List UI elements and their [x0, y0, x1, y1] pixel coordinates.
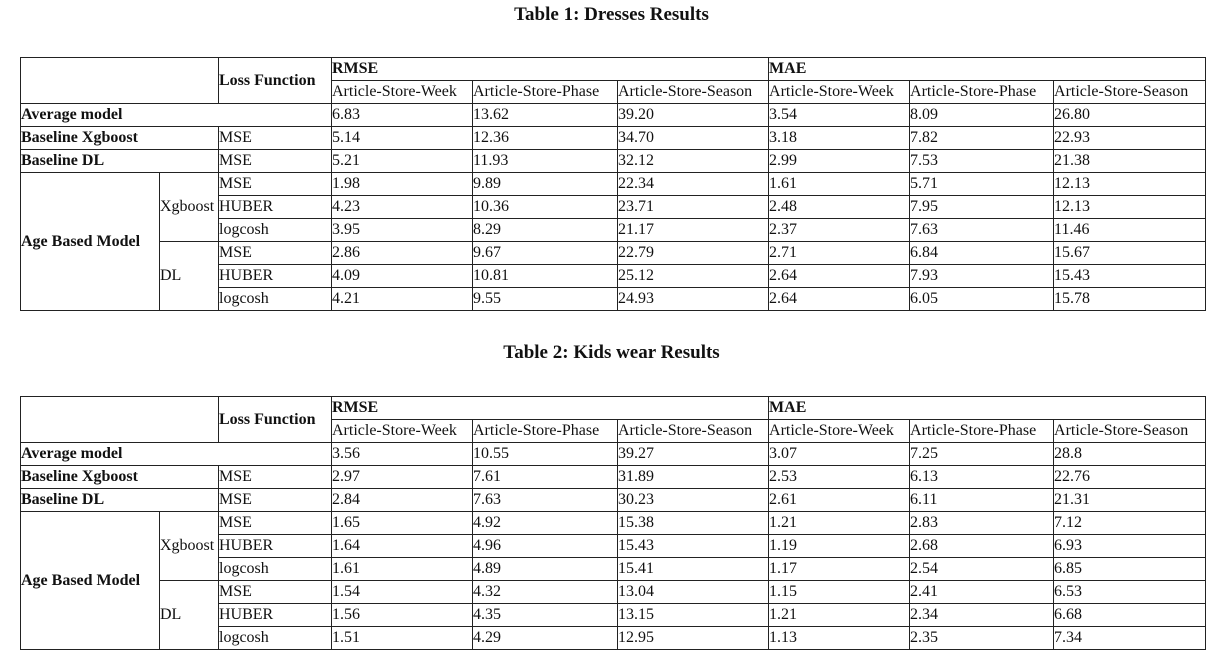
cell: 6.11	[910, 489, 1054, 512]
loss-cell: HUBER	[219, 535, 332, 558]
cell: 2.84	[332, 489, 473, 512]
cell: 1.56	[332, 604, 473, 627]
cell: 4.89	[473, 558, 618, 581]
cell: 11.46	[1054, 219, 1206, 242]
cell: 1.65	[332, 512, 473, 535]
row-label: Baseline DL	[21, 489, 219, 512]
table-row	[21, 127, 1206, 150]
loss-cell: MSE	[219, 489, 332, 512]
loss-cell: HUBER	[219, 196, 332, 219]
loss-cell: logcosh	[219, 627, 332, 650]
cell: 13.15	[618, 604, 769, 627]
column-header: Article-Store-Week	[332, 420, 473, 443]
xgboost-label: Xgboost	[160, 512, 219, 581]
cell: 5.21	[332, 150, 473, 173]
age-based-model-label: Age Based Model	[21, 173, 160, 311]
cell: 7.61	[473, 466, 618, 489]
cell: 8.09	[910, 104, 1054, 127]
cell: 1.61	[769, 173, 910, 196]
cell: 2.68	[910, 535, 1054, 558]
table-row	[21, 104, 1206, 127]
cell: 2.34	[910, 604, 1054, 627]
loss-cell: MSE	[219, 150, 332, 173]
cell: 21.17	[618, 219, 769, 242]
table-row	[21, 173, 1206, 196]
loss-cell: MSE	[219, 242, 332, 265]
cell: 8.29	[473, 219, 618, 242]
column-header: Article-Store-Season	[618, 420, 769, 443]
cell: 2.64	[769, 265, 910, 288]
cell: 22.93	[1054, 127, 1206, 150]
rmse-header: RMSE	[332, 58, 769, 81]
row-label: Average model	[21, 443, 332, 466]
cell: 7.63	[473, 489, 618, 512]
cell: 4.09	[332, 265, 473, 288]
cell: 4.21	[332, 288, 473, 311]
cell: 34.70	[618, 127, 769, 150]
loss-function-header: Loss Function	[219, 397, 332, 443]
cell: 2.53	[769, 466, 910, 489]
cell: 2.83	[910, 512, 1054, 535]
column-header: Article-Store-Phase	[473, 420, 618, 443]
cell: 2.37	[769, 219, 910, 242]
cell: 5.14	[332, 127, 473, 150]
cell: 2.41	[910, 581, 1054, 604]
table-row	[21, 242, 1206, 265]
column-header: Article-Store-Phase	[910, 420, 1054, 443]
cell: 7.82	[910, 127, 1054, 150]
cell: 1.13	[769, 627, 910, 650]
cell: 13.62	[473, 104, 618, 127]
cell: 25.12	[618, 265, 769, 288]
cell: 6.85	[1054, 558, 1206, 581]
cell: 15.43	[618, 535, 769, 558]
column-header: Article-Store-Phase	[910, 81, 1054, 104]
cell: 22.79	[618, 242, 769, 265]
rmse-header: RMSE	[332, 397, 769, 420]
cell: 3.54	[769, 104, 910, 127]
cell: 2.35	[910, 627, 1054, 650]
loss-cell: MSE	[219, 466, 332, 489]
cell: 4.23	[332, 196, 473, 219]
cell: 23.71	[618, 196, 769, 219]
header-blank-cell	[21, 397, 219, 443]
cell: 1.19	[769, 535, 910, 558]
loss-cell: MSE	[219, 581, 332, 604]
cell: 21.38	[1054, 150, 1206, 173]
dl-label: DL	[160, 581, 219, 650]
row-label: Average model	[21, 104, 332, 127]
table-row	[21, 489, 1206, 512]
cell: 7.53	[910, 150, 1054, 173]
loss-cell: logcosh	[219, 558, 332, 581]
cell: 6.84	[910, 242, 1054, 265]
cell: 9.55	[473, 288, 618, 311]
cell: 4.35	[473, 604, 618, 627]
cell: 7.25	[910, 443, 1054, 466]
cell: 4.96	[473, 535, 618, 558]
cell: 15.38	[618, 512, 769, 535]
cell: 7.95	[910, 196, 1054, 219]
column-header: Article-Store-Season	[1054, 420, 1206, 443]
dresses-results-table	[20, 57, 1206, 311]
cell: 1.15	[769, 581, 910, 604]
loss-cell: HUBER	[219, 265, 332, 288]
cell: 4.92	[473, 512, 618, 535]
loss-cell: HUBER	[219, 604, 332, 627]
cell: 9.89	[473, 173, 618, 196]
cell: 12.13	[1054, 173, 1206, 196]
cell: 1.17	[769, 558, 910, 581]
cell: 10.36	[473, 196, 618, 219]
cell: 6.93	[1054, 535, 1206, 558]
cell: 7.63	[910, 219, 1054, 242]
header-blank-cell	[21, 58, 219, 104]
cell: 2.86	[332, 242, 473, 265]
cell: 2.48	[769, 196, 910, 219]
table-2-caption: Table 2: Kids wear Results	[503, 342, 720, 363]
column-header: Article-Store-Phase	[473, 81, 618, 104]
table-row	[21, 581, 1206, 604]
cell: 21.31	[1054, 489, 1206, 512]
loss-cell: MSE	[219, 512, 332, 535]
loss-function-header: Loss Function	[219, 58, 332, 104]
cell: 6.05	[910, 288, 1054, 311]
table-row	[21, 150, 1206, 173]
table-row	[21, 512, 1206, 535]
cell: 12.95	[618, 627, 769, 650]
column-header: Article-Store-Week	[332, 81, 473, 104]
cell: 15.78	[1054, 288, 1206, 311]
column-header: Article-Store-Week	[769, 420, 910, 443]
table-row	[21, 466, 1206, 489]
cell: 32.12	[618, 150, 769, 173]
row-label: Baseline DL	[21, 150, 219, 173]
column-header: Article-Store-Season	[618, 81, 769, 104]
cell: 1.64	[332, 535, 473, 558]
cell: 1.54	[332, 581, 473, 604]
cell: 2.64	[769, 288, 910, 311]
cell: 1.98	[332, 173, 473, 196]
loss-cell: MSE	[219, 173, 332, 196]
cell: 2.97	[332, 466, 473, 489]
kids-wear-results-table	[20, 396, 1206, 650]
cell: 1.61	[332, 558, 473, 581]
cell: 39.27	[618, 443, 769, 466]
cell: 7.34	[1054, 627, 1206, 650]
xgboost-label: Xgboost	[160, 173, 219, 242]
cell: 15.67	[1054, 242, 1206, 265]
cell: 28.8	[1054, 443, 1206, 466]
cell: 10.81	[473, 265, 618, 288]
cell: 1.21	[769, 512, 910, 535]
cell: 6.53	[1054, 581, 1206, 604]
age-based-model-label: Age Based Model	[21, 512, 160, 650]
cell: 5.71	[910, 173, 1054, 196]
dl-label: DL	[160, 242, 219, 311]
cell: 22.76	[1054, 466, 1206, 489]
row-label: Baseline Xgboost	[21, 127, 219, 150]
cell: 3.56	[332, 443, 473, 466]
loss-cell: MSE	[219, 127, 332, 150]
cell: 22.34	[618, 173, 769, 196]
column-header: Article-Store-Week	[769, 81, 910, 104]
table-row	[21, 443, 1206, 466]
cell: 12.13	[1054, 196, 1206, 219]
cell: 1.21	[769, 604, 910, 627]
cell: 4.32	[473, 581, 618, 604]
cell: 9.67	[473, 242, 618, 265]
cell: 15.43	[1054, 265, 1206, 288]
cell: 12.36	[473, 127, 618, 150]
mae-header: MAE	[769, 397, 1206, 420]
mae-header: MAE	[769, 58, 1206, 81]
cell: 2.54	[910, 558, 1054, 581]
cell: 7.12	[1054, 512, 1206, 535]
cell: 6.68	[1054, 604, 1206, 627]
cell: 2.61	[769, 489, 910, 512]
cell: 30.23	[618, 489, 769, 512]
cell: 3.18	[769, 127, 910, 150]
table-1-caption: Table 1: Dresses Results	[514, 4, 709, 25]
cell: 31.89	[618, 466, 769, 489]
row-label: Baseline Xgboost	[21, 466, 219, 489]
cell: 7.93	[910, 265, 1054, 288]
cell: 6.13	[910, 466, 1054, 489]
cell: 11.93	[473, 150, 618, 173]
cell: 13.04	[618, 581, 769, 604]
loss-cell: logcosh	[219, 219, 332, 242]
column-header: Article-Store-Season	[1054, 81, 1206, 104]
cell: 3.95	[332, 219, 473, 242]
cell: 39.20	[618, 104, 769, 127]
cell: 6.83	[332, 104, 473, 127]
cell: 4.29	[473, 627, 618, 650]
loss-cell: logcosh	[219, 288, 332, 311]
cell: 24.93	[618, 288, 769, 311]
cell: 26.80	[1054, 104, 1206, 127]
cell: 1.51	[332, 627, 473, 650]
cell: 2.71	[769, 242, 910, 265]
cell: 3.07	[769, 443, 910, 466]
cell: 15.41	[618, 558, 769, 581]
cell: 10.55	[473, 443, 618, 466]
cell: 2.99	[769, 150, 910, 173]
